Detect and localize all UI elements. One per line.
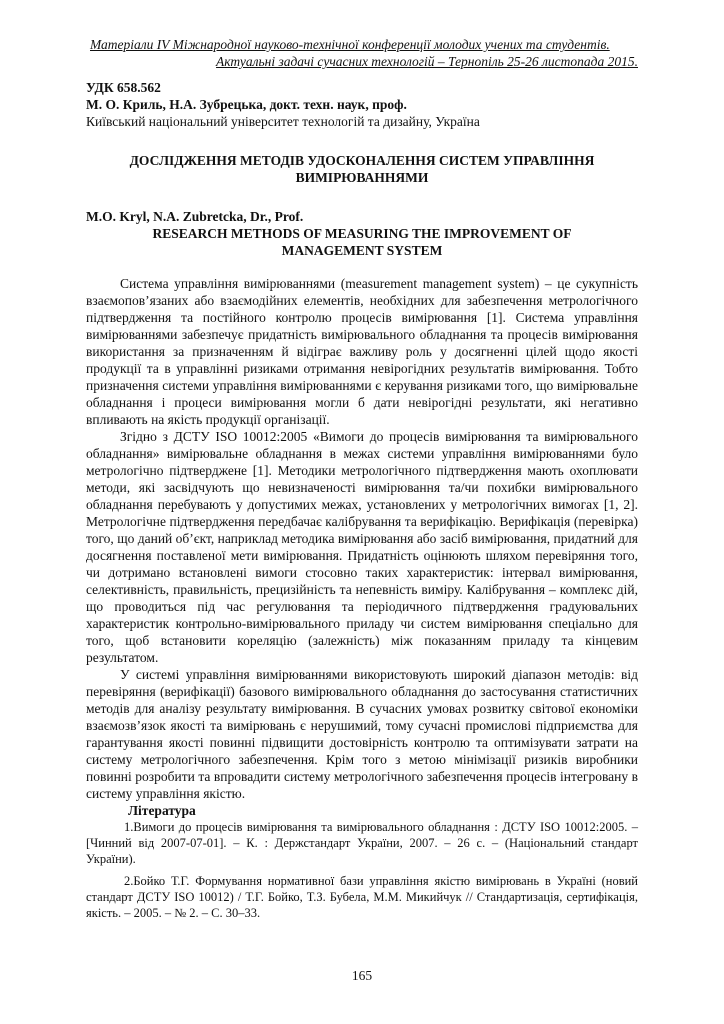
udc-code: УДК 658.562 [86,80,161,95]
running-header-line-2: Актуальні задачі сучасних технологій – Тернопіль 25-26 листопада 2015. [216,54,638,69]
authors-ua: М. О. Криль, Н.А. Зубрецька, докт. техн. наук, проф. [86,97,407,112]
running-header [86,36,638,70]
article-meta [86,79,638,130]
title-en: RESEARCH METHODS OF MEASURING THE IMPROVEMENT OF MANAGEMENT SYSTEM [152,226,572,258]
body-text [86,275,638,819]
paragraph-2: Згідно з ДСТУ ISO 10012:2005 «Вимоги до процесів вимірювання та вимірювального обладнання» вимірювальне обладнання в межах системи управління вимірюваннями було метрологічно підтверджене [1]. Методики метрологічного підтвердження мають охоплювати методи, які засвідчують що невизначеності вимірювання та/чи похибки вимірювального обладнання перебувають у допустимих межах, установлених у метрологічних вимогах [1, 2]. Метрологічне підтвердження передбачає калібрування та верифікацію. Верифікація (перевірка) того, що даний об’єкт, наприклад методика вимірювання або засіб вимірювання, придатний для досягнення поставленої мети вимірювання. Придатність оцінюють шляхом перевіряння того, чи дотримано встановлені вимоги стосовно таких характеристик: інтервал вимірювання, селективність, правильність, прецизійність та непевність виміру. Калібрування – комплекс дій, що проводиться під час регулювання та періодичного підтвердження градуювальних характеристик контрольно-вимірювального приладу чи систем вимірювання спеціально для того, щоб встановити кореляцію (залежність) між показанням приладу та кінцевим результатом. [86,429,638,665]
reference-item-2: 2.Бойко Т.Г. Формування нормативної бази управління якістю вимірювань в Україні (новий стандарт ДСТУ ISO 10012) / Т.Г. Бойко, Т.З. Бубела, М.М. Микийчук // Стандартизація, сертифікація, якість. – 2005. – № 2. – С. 30–33. [86,874,638,920]
references-heading: Література [128,803,196,818]
page-number: 165 [351,968,373,983]
authors-en: M.O. Kryl, N.A. Zubretcka, Dr., Prof. [86,209,304,224]
reference-item-1: 1.Вимоги до процесів вимірювання та вимірювального обладнання : ДСТУ ISO 10012:2005. – [Чинний від 2007-07-01]. – К. : Держстандарт України, 2007. – 26 с. – (Національний стандарт України). [86,820,638,866]
paragraph-1: Система управління вимірюваннями (measurement management system) – це сукупність взаємопов’язаних або взаємодійних елементів, необхідних для забезпечення метрологічного підтвердження та постійного контролю процесів вимірювання [1]. Система управління вимірюваннями забезпечує придатність вимірювального обладнання та процесів вимірювання використання за призначенням й відіграє важливу роль у досягненні цілей щодо якості продукції та в управлінні ризиками отримання невірогідних результатів вимірювання. Тобто призначення системи управління вимірюваннями є керування ризиками того, що вимірювальне обладнання і процеси вимірювання могли б дати невірогідні результати, які негативно впливають на якість продукції організації. [86,276,638,427]
running-header-line-1: Матеріали IV Міжнародної науково-технічної конференції молодих учених та студентів. [90,37,610,52]
affiliation: Київський національний університет технологій та дизайну, Україна [86,114,480,129]
references-list [86,819,638,921]
title-ua: ДОСЛІДЖЕННЯ МЕТОДІВ УДОСКОНАЛЕННЯ СИСТЕМ УПРАВЛІННЯ ВИМІРЮВАННЯМИ [129,153,595,185]
paragraph-3: У системі управління вимірюваннями використовують широкий діапазон методів: від перевіряння (верифікації) базового вимірювального обладнання до застосування статистичних методів для аналізу результату вимірювання. В сучасних умовах розвитку світової економіки взаємозв’язок якості та вимірювань є нерушимий, тому сучасні промислові підприємства для гарантування якості повинні підвищити достовірність контролю та оптимізувати затрати на систему метрологічного забезпечення. Крім того з метою мінімізації ризиків виробники повинні розробити та впровадити систему метрологічного забезпечення процесів інтегровану в систему управління якістю. [86,667,638,801]
